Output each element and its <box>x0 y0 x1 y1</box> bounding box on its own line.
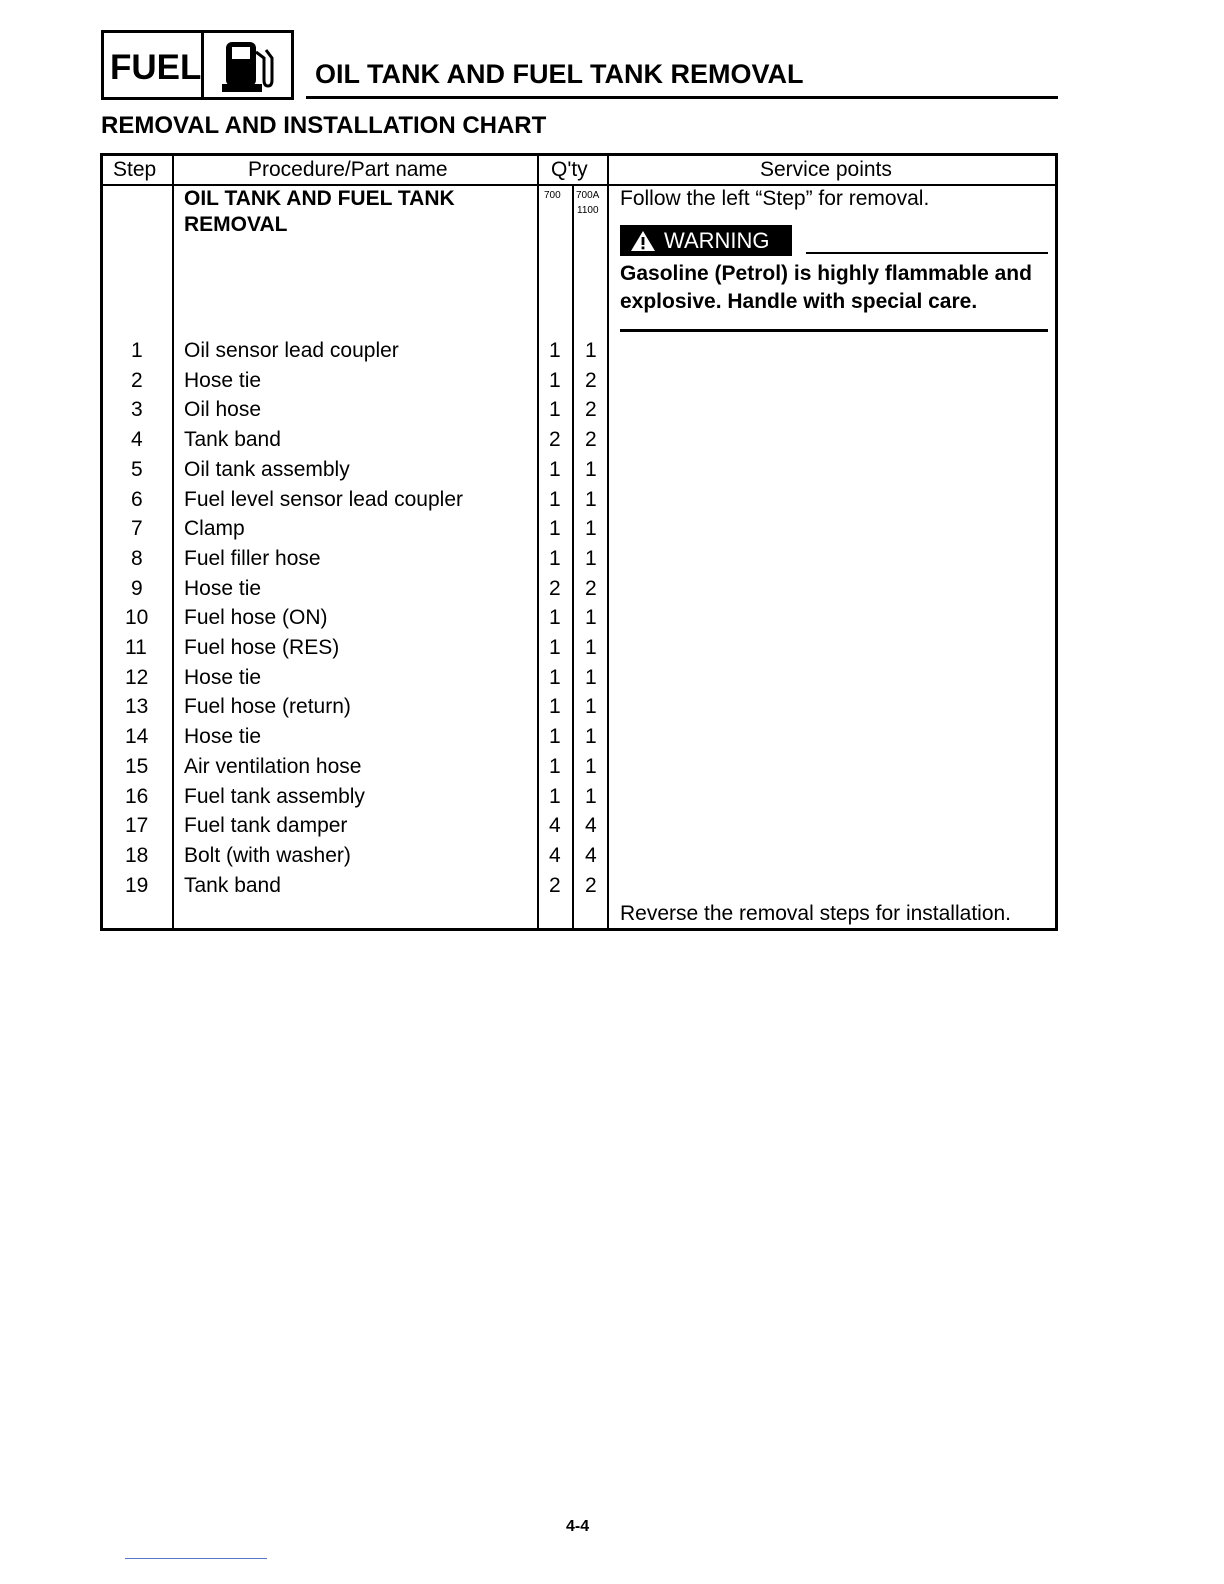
qty-700a-1100: 1 <box>585 547 597 570</box>
qty-700a-1100: 4 <box>585 814 597 837</box>
qty-700: 4 <box>549 814 561 837</box>
header-part: Procedure/Part name <box>248 158 448 181</box>
step-number: 18 <box>125 844 149 867</box>
part-name: Fuel hose (ON) <box>184 606 328 629</box>
qty-700a-1100: 1 <box>585 755 597 778</box>
qty-700a-1100: 1 <box>585 606 597 629</box>
qty-700a-1100: 1 <box>585 488 597 511</box>
part-name: Hose tie <box>184 725 262 748</box>
qty-700: 2 <box>549 874 561 897</box>
fuel-pump-icon <box>204 33 291 97</box>
step-number: 13 <box>125 695 149 718</box>
step-number: 19 <box>125 874 149 897</box>
qty-700a-1100: 2 <box>585 428 597 451</box>
section-tab <box>101 30 294 100</box>
qty-700: 1 <box>549 606 561 629</box>
step-number: 3 <box>131 398 143 421</box>
part-name: Oil hose <box>184 398 262 421</box>
step-number: 15 <box>125 755 149 778</box>
step-number: 6 <box>131 488 143 511</box>
qty-700a-1100: 1 <box>585 725 597 748</box>
qty-700: 1 <box>549 339 561 362</box>
part-name: Fuel tank assembly <box>184 785 365 808</box>
qty-700: 1 <box>549 666 561 689</box>
qty-700a-1100: 2 <box>585 369 597 392</box>
part-name: Hose tie <box>184 666 262 689</box>
step-number: 11 <box>125 636 147 659</box>
header-service: Service points <box>760 158 892 181</box>
qty-700a-1100: 2 <box>585 577 597 600</box>
part-name: Bolt (with washer) <box>184 844 351 867</box>
qty-sub-700: 700 <box>544 190 561 201</box>
step-number: 14 <box>125 725 149 748</box>
part-name: Oil sensor lead coupler <box>184 339 399 362</box>
warning-text-line2: explosive. Handle with special care. <box>620 290 978 313</box>
qty-700a-1100: 2 <box>585 398 597 421</box>
qty-700: 2 <box>549 577 561 600</box>
qty-700a-1100: 2 <box>585 874 597 897</box>
qty-700a-1100: 1 <box>585 636 597 659</box>
qty-700: 1 <box>549 369 561 392</box>
part-name: Tank band <box>184 874 281 897</box>
service-intro: Follow the left “Step” for removal. <box>620 187 930 210</box>
column-divider <box>537 156 539 928</box>
step-number: 17 <box>125 814 149 837</box>
warning-text-line1: Gasoline (Petrol) is highly flammable and <box>620 262 1032 285</box>
qty-sub-1100: 1100 <box>577 205 599 216</box>
warning-badge <box>620 225 792 256</box>
step-number: 2 <box>131 369 143 392</box>
column-divider <box>572 185 574 928</box>
qty-700: 1 <box>549 398 561 421</box>
qty-700a-1100: 1 <box>585 458 597 481</box>
part-name: Hose tie <box>184 577 262 600</box>
procedure-heading-cont: REMOVAL <box>184 213 288 236</box>
qty-700: 4 <box>549 844 561 867</box>
qty-700: 2 <box>549 428 561 451</box>
warning-end-rule <box>620 329 1048 332</box>
qty-700: 1 <box>549 547 561 570</box>
step-number: 1 <box>131 339 143 362</box>
chart-subtitle: REMOVAL AND INSTALLATION CHART <box>101 112 547 139</box>
procedure-heading: OIL TANK AND FUEL TANK <box>184 187 455 210</box>
service-outro: Reverse the removal steps for installation. <box>620 902 1012 925</box>
header-divider <box>103 184 1055 186</box>
qty-700a-1100: 1 <box>585 695 597 718</box>
qty-700: 1 <box>549 725 561 748</box>
part-name: Fuel tank damper <box>184 814 348 837</box>
removal-chart <box>100 153 1058 931</box>
part-name: Fuel hose (RES) <box>184 636 340 659</box>
part-name: Hose tie <box>184 369 262 392</box>
step-number: 4 <box>131 428 143 451</box>
step-number: 8 <box>131 547 143 570</box>
footer-line <box>125 1558 267 1559</box>
qty-sub-700a: 700A <box>576 190 600 201</box>
qty-700: 1 <box>549 695 561 718</box>
qty-700: 1 <box>549 488 561 511</box>
step-number: 16 <box>125 785 149 808</box>
qty-700a-1100: 1 <box>585 785 597 808</box>
header-qty: Q'ty <box>551 158 588 181</box>
section-label: FUEL <box>104 33 204 97</box>
qty-700: 1 <box>549 458 561 481</box>
part-name: Clamp <box>184 517 245 540</box>
part-name: Tank band <box>184 428 281 451</box>
part-name: Fuel filler hose <box>184 547 321 570</box>
page-title: OIL TANK AND FUEL TANK REMOVAL <box>315 59 804 89</box>
qty-700a-1100: 1 <box>585 339 597 362</box>
title-row <box>306 55 1058 99</box>
part-name: Fuel level sensor lead coupler <box>184 488 463 511</box>
header-step: Step <box>113 158 157 181</box>
warning-triangle-icon <box>630 230 656 252</box>
warning-label: WARNING <box>664 227 770 253</box>
column-divider <box>607 156 609 928</box>
warning-rule <box>806 252 1048 254</box>
step-number: 5 <box>131 458 143 481</box>
qty-700: 1 <box>549 517 561 540</box>
page-number: 4-4 <box>566 1518 590 1535</box>
step-number: 10 <box>125 606 149 629</box>
part-name: Oil tank assembly <box>184 458 350 481</box>
step-number: 12 <box>125 666 149 689</box>
step-number: 7 <box>131 517 143 540</box>
qty-700a-1100: 1 <box>585 517 597 540</box>
part-name: Fuel hose (return) <box>184 695 351 718</box>
qty-700a-1100: 1 <box>585 666 597 689</box>
column-divider <box>172 156 174 928</box>
qty-700: 1 <box>549 785 561 808</box>
step-number: 9 <box>131 577 143 600</box>
part-name: Air ventilation hose <box>184 755 362 778</box>
qty-700a-1100: 4 <box>585 844 597 867</box>
qty-700: 1 <box>549 636 561 659</box>
qty-700: 1 <box>549 755 561 778</box>
